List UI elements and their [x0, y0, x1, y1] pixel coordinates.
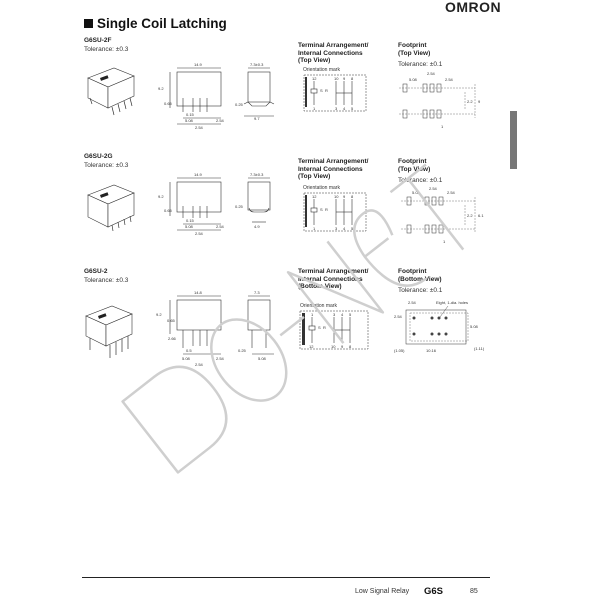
coil-label: R	[323, 325, 326, 330]
pin-label: 4	[343, 226, 346, 231]
coil-label: S	[318, 325, 321, 330]
pin-label: 3	[335, 226, 338, 231]
tolerance: Tolerance: ±0.3	[84, 46, 129, 53]
pin-label: 4	[341, 312, 344, 317]
dim-pin: 0.15	[186, 218, 194, 223]
dim-pitch-a: 5.08	[185, 118, 193, 123]
footprint-diagram	[395, 187, 495, 247]
footprint-dim: 2.54	[447, 190, 455, 195]
footprint-dim: 10.16	[426, 348, 437, 353]
dim-height: 9.2	[156, 312, 162, 317]
terminal-title-line: Terminal Arrangement/	[298, 42, 369, 49]
dim-height: 9.2	[158, 194, 164, 199]
pin-label: 9	[343, 194, 346, 199]
dim-pitch-c: 2.54	[216, 224, 224, 229]
dim-lead: 0.25	[235, 204, 243, 209]
orientation-mark-label: Orientation mark	[300, 303, 337, 309]
footprint-diagram	[392, 296, 498, 358]
terminal-title-line: (Bottom View)	[298, 283, 342, 290]
terminal-title-line: (Top View)	[298, 57, 331, 64]
footprint-dim: 2.2	[467, 213, 473, 218]
bullet-square-icon	[84, 19, 93, 28]
page-title-text: Single Coil Latching	[97, 16, 227, 31]
footprint-tolerance: Tolerance: ±0.1	[398, 287, 443, 294]
footprint-dim: 5.08	[412, 190, 420, 195]
footer-category: Low Signal Relay	[355, 588, 410, 595]
pin-label: 10	[334, 194, 339, 199]
footprint-title-line: (Top View)	[398, 165, 431, 173]
footprint-title-line: Footprint	[398, 42, 427, 49]
dim-pitch-b: 2.54	[195, 125, 203, 130]
orientation-mark-label: Orientation mark	[303, 185, 340, 191]
dim-pitch-b: 2.54	[195, 362, 203, 367]
dim-width: 14.9	[194, 62, 202, 67]
terminal-title-line: (Top View)	[298, 173, 331, 180]
dim-depth: 7.3	[254, 290, 260, 295]
terminal-title	[298, 42, 368, 65]
dim-lead: 0.25	[235, 102, 243, 107]
footprint-holes-label: Eight, 1-dia. holes	[436, 300, 469, 305]
terminal-diagram	[302, 73, 368, 113]
coil-label: S	[320, 88, 323, 93]
dim-height: 9.2	[158, 86, 164, 91]
pin-label: 1	[313, 226, 316, 231]
dim-depth: 7.3±0.3	[250, 62, 264, 67]
footprint-tolerance: Tolerance: ±0.1	[398, 61, 443, 68]
terminal-title-line: Internal Connections	[298, 165, 363, 173]
pin-label: 9	[343, 76, 346, 81]
page-number: 85	[470, 588, 478, 595]
dim-pitch-c: 2.54	[216, 356, 224, 361]
terminal-title-line: Terminal Arrangement/	[298, 268, 369, 275]
terminal-title	[298, 158, 368, 181]
dim-pitch-b: 2.54	[195, 231, 203, 236]
pin-label: 10	[331, 344, 336, 349]
terminal-diagram	[298, 309, 370, 351]
footer-product: G6S	[424, 586, 444, 597]
terminal-diagram	[302, 191, 368, 233]
footprint-title-line: Footprint	[398, 268, 427, 275]
dim-width: 14.8	[194, 290, 202, 295]
dim-pin: 0.5	[186, 348, 192, 353]
pin-label: 12	[309, 344, 314, 349]
footprint-dim: 5.08	[409, 77, 417, 82]
page-title	[84, 16, 227, 31]
dim-span: 4.9	[254, 224, 260, 229]
dim-width: 14.9	[194, 172, 202, 177]
pin-label: 4	[343, 106, 346, 111]
footprint-title-line: Footprint	[398, 158, 427, 165]
dimension-drawing-side	[140, 290, 290, 370]
dim-span: 9.7	[254, 116, 260, 121]
footprint-dim: (1.11)	[474, 346, 485, 351]
model-name: G6SU-2G	[84, 153, 113, 160]
dimension-drawing-side	[140, 60, 290, 135]
dim-standoff: 0.65	[164, 101, 172, 106]
pin-label: 1	[311, 312, 314, 317]
coil-label: S	[320, 207, 323, 212]
footprint-title	[398, 158, 430, 173]
terminal-title-line: Internal Connections	[298, 275, 363, 283]
footprint-dim: 2.54	[408, 300, 416, 305]
footprint-dim: (1.05)	[394, 348, 405, 353]
footer-rule	[82, 577, 490, 578]
footprint-dim: 2.54	[427, 71, 435, 76]
pin-label: 9	[341, 344, 344, 349]
pin-label: 8	[351, 194, 354, 199]
footprint-dim: 5.08	[470, 324, 478, 329]
dim-depth: 7.3±0.3	[250, 172, 264, 177]
footprint-title-line: (Bottom View)	[398, 275, 442, 283]
orientation-mark-label: Orientation mark	[303, 67, 340, 73]
footprint-diagram	[395, 70, 495, 130]
pin-label: 1	[313, 106, 316, 111]
dim-span: 5.08	[258, 356, 266, 361]
dim-lead: 0.25	[238, 348, 246, 353]
footprint-dim: 2.54	[429, 187, 437, 191]
dim-pin: 0.15	[186, 112, 194, 117]
footprint-dim: 2.2	[467, 99, 473, 104]
pin-label: 12	[312, 76, 317, 81]
footprint-dim: 2.54	[445, 77, 453, 82]
footprint-dim: 6.1	[478, 213, 484, 218]
dimension-drawing-side	[140, 172, 290, 244]
footprint-dim: 1	[443, 239, 446, 244]
dim-pitch-a: 5.08	[185, 224, 193, 229]
tolerance: Tolerance: ±0.3	[84, 162, 129, 169]
pin-label: 5	[349, 312, 352, 317]
coil-label: R	[325, 207, 328, 212]
footprint-title	[398, 268, 442, 283]
pin-label: 8	[349, 344, 352, 349]
footprint-dim: 1	[441, 124, 444, 129]
footprint-title-line: (Top View)	[398, 49, 431, 57]
pin-label: 10	[334, 76, 339, 81]
relay-3d-view	[84, 60, 140, 120]
pin-label: 3	[333, 312, 336, 317]
terminal-title-line: Internal Connections	[298, 49, 363, 57]
omron-logo: OMRON	[445, 0, 502, 15]
pin-label: 5	[351, 106, 354, 111]
pin-label: 5	[351, 226, 354, 231]
model-name: G6SU-2	[84, 268, 108, 275]
tolerance: Tolerance: ±0.3	[84, 277, 129, 284]
dim-standoff: 0.65	[164, 208, 172, 213]
dim-standoff: 0.65	[167, 318, 175, 323]
terminal-title	[298, 268, 368, 291]
coil-label: R	[325, 88, 328, 93]
dim-pitch-c: 2.54	[216, 118, 224, 123]
pin-label: 12	[312, 194, 317, 199]
terminal-title-line: Terminal Arrangement/	[298, 158, 369, 165]
footprint-dim: 2.54	[394, 314, 402, 319]
footprint-tolerance: Tolerance: ±0.1	[398, 177, 443, 184]
footprint-title	[398, 42, 430, 57]
section-tab-marker	[510, 111, 517, 169]
relay-3d-view	[82, 300, 138, 362]
footprint-dim: 9	[478, 99, 481, 104]
dim-pinlen: 2.66	[168, 336, 176, 341]
relay-3d-view	[84, 175, 140, 237]
dim-pitch-a: 5.08	[182, 356, 190, 361]
pin-label: 8	[351, 76, 354, 81]
model-name: G6SU-2F	[84, 37, 112, 44]
pin-label: 3	[335, 106, 338, 111]
